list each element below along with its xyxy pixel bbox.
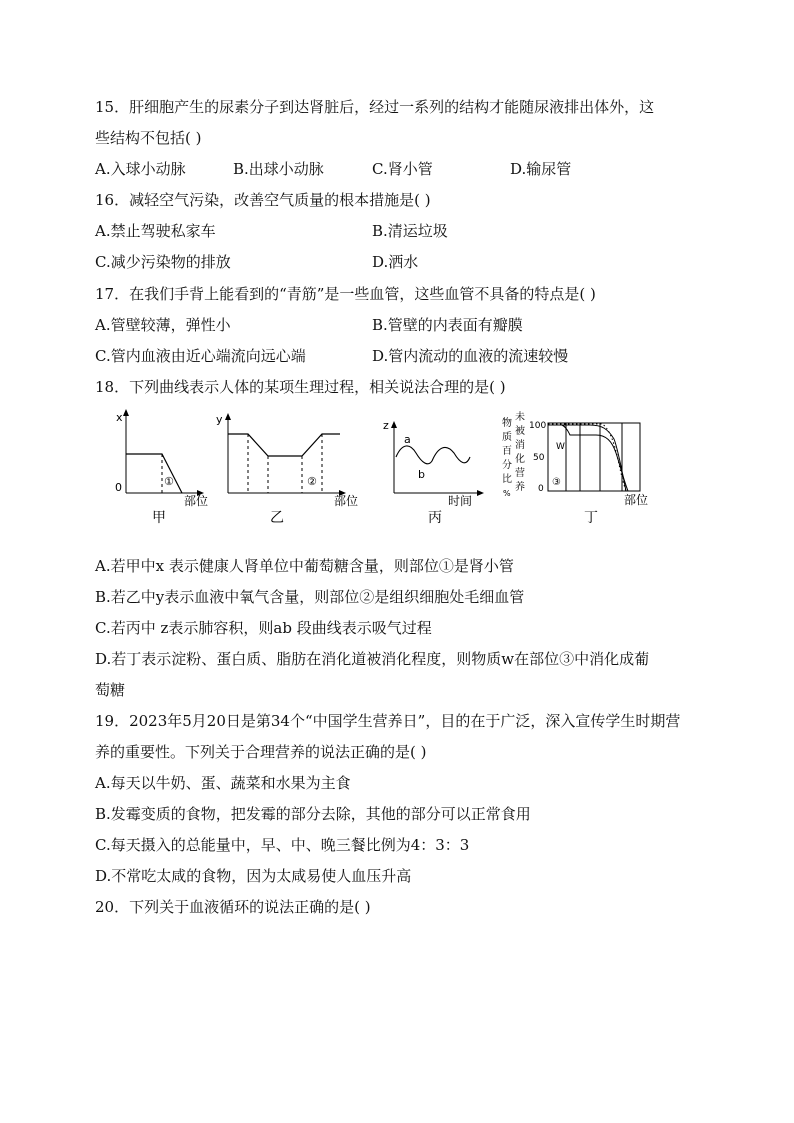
q15-stem-line2: 些结构不包括( ) (95, 129, 202, 147)
bing-yaxis-label: z (383, 419, 389, 432)
ding-yaxis-title (502, 410, 525, 498)
q18-stem: 18．下列曲线表示人体的某项生理过程，相关说法合理的是( ) (95, 378, 506, 396)
yi-marker-2: ② (307, 475, 317, 488)
q15-option-d: D.输尿管 (510, 160, 572, 178)
jia-origin-label: 0 (115, 481, 122, 494)
ding-ychar2-4: 化 (515, 454, 525, 465)
ding-ychar2-6: 养 (515, 482, 525, 493)
q16-option-c: C.减少污染物的排放 (95, 253, 231, 271)
ding-ychar-2: 质 (502, 432, 512, 443)
q19-option-b: B.发霉变质的食物，把发霉的部分去除，其他的部分可以正常食用 (95, 805, 531, 823)
ding-tick-50: 50 (533, 453, 545, 463)
q19-option-d: D.不常吃太咸的食物，因为太咸易使人血压升高 (95, 867, 412, 885)
ding-xaxis-label: 部位 (624, 493, 649, 507)
ding-marker-3: ③ (552, 477, 561, 488)
q16-option-a: A.禁止驾驶私家车 (95, 222, 216, 240)
ding-ychar2-2: 被 (515, 426, 525, 437)
ding-ychar-3: 百 (502, 446, 512, 457)
ding-ychar-6: % (503, 489, 511, 498)
yi-caption: 乙 (270, 510, 284, 526)
ding-w-label: W (556, 442, 565, 452)
jia-yaxis-label: x (116, 411, 123, 424)
ding-caption: 丁 (584, 510, 598, 526)
q17-option-c: C.管内血液由近心端流向远心端 (95, 347, 306, 365)
q17-option-a: A.管壁较薄，弹性小 (95, 316, 231, 334)
yi-yaxis-label: y (216, 413, 223, 426)
q16-stem: 16．减轻空气污染，改善空气质量的根本措施是( ) (95, 191, 431, 209)
jia-caption: 甲 (152, 510, 166, 526)
q18-option-b: B.若乙中y表示血液中氧气含量，则部位②是组织细胞处毛细血管 (95, 588, 525, 606)
graph-yi (216, 413, 358, 526)
graph-jia (115, 409, 208, 526)
graph-bing (383, 419, 484, 526)
ding-ychar2-5: 营 (515, 468, 525, 479)
q19-stem-line1: 19．2023年5月20日是第34个“中国学生营养日”，目的在于广泛，深入宣传学生时期营 (95, 712, 681, 730)
q17-option-d: D.管内流动的血液的流速较慢 (372, 347, 569, 365)
jia-xaxis-label: 部位 (184, 494, 209, 508)
bing-point-b: b (418, 468, 425, 481)
q15-option-c: C.肾小管 (372, 160, 433, 178)
yi-xaxis-label: 部位 (334, 494, 359, 508)
ding-tick-100: 100 (529, 421, 547, 431)
q15-option-a: A.入球小动脉 (95, 160, 186, 178)
q18-option-c: C.若丙中 z表示肺容积，则ab 段曲线表示吸气过程 (95, 619, 432, 637)
q19-option-a: A.每天以牛奶、蛋、蔬菜和水果为主食 (95, 774, 351, 792)
bing-xaxis-label: 时间 (448, 494, 473, 508)
jia-marker-1: ① (164, 475, 174, 488)
ding-ychar2-1: 未 (515, 412, 525, 423)
q20-stem: 20．下列关于血液循环的说法正确的是( ) (95, 898, 371, 916)
q16-option-b: B.清运垃圾 (372, 222, 448, 240)
q15-option-b: B.出球小动脉 (233, 160, 324, 178)
bing-caption: 丙 (428, 510, 442, 526)
ding-ychar-4: 分 (502, 460, 512, 471)
ding-tick-0: 0 (538, 484, 544, 494)
q17-option-b: B.管壁的内表面有瓣膜 (372, 316, 523, 334)
q15-stem-line1: 15．肝细胞产生的尿素分子到达肾脏后，经过一系列的结构才能随尿液排出体外，这 (95, 98, 655, 116)
q18-option-a: A.若甲中x 表示健康人肾单位中葡萄糖含量，则部位①是肾小管 (95, 557, 514, 575)
ding-ychar-5: 比 (502, 474, 512, 485)
q18-option-d-continued: 萄糖 (95, 681, 126, 699)
q18-option-d: D.若丁表示淀粉、蛋白质、脂肪在消化道被消化程度，则物质w在部位③中消化成葡 (95, 650, 650, 668)
q19-stem-line2: 养的重要性。下列关于合理营养的说法正确的是( ) (95, 743, 427, 761)
q19-option-c: C.每天摄入的总能量中，早、中、晚三餐比例为4：3：3 (95, 836, 470, 854)
q16-option-d: D.洒水 (372, 253, 419, 271)
graph-ding (502, 410, 648, 526)
ding-ychar2-3: 消 (515, 440, 525, 451)
q17-stem: 17．在我们手背上能看到的“青筋”是一些血管，这些血管不具备的特点是( ) (95, 285, 596, 303)
q18-figure (110, 405, 670, 535)
bing-point-a: a (404, 433, 411, 446)
ding-ychar-1: 物 (502, 418, 512, 429)
